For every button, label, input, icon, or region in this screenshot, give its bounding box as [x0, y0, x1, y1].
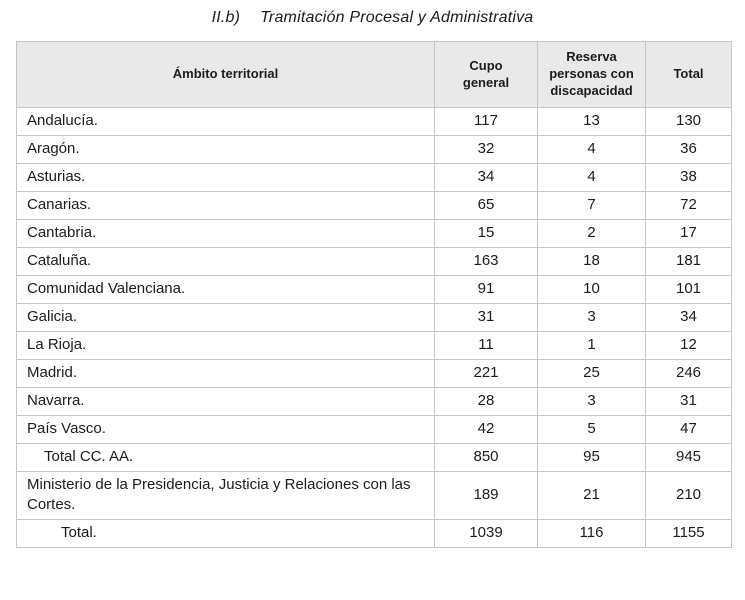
total-cell: 181 [646, 248, 732, 276]
total-cell: 246 [646, 360, 732, 388]
table-row [17, 388, 732, 416]
total-cell: 101 [646, 276, 732, 304]
table-row [17, 192, 732, 220]
cupo-general-cell: 850 [435, 444, 538, 472]
reserva-cell: 3 [538, 304, 646, 332]
cupo-general-cell: 65 [435, 192, 538, 220]
table-row [17, 248, 732, 276]
reserva-cell: 1 [538, 332, 646, 360]
territory-cell: La Rioja. [17, 332, 435, 360]
cupo-general-cell: 189 [435, 472, 538, 520]
total-cell: 210 [646, 472, 732, 520]
table-row [17, 136, 732, 164]
reserva-cell: 3 [538, 388, 646, 416]
cupo-general-cell: 32 [435, 136, 538, 164]
cupo-general-cell: 42 [435, 416, 538, 444]
territory-cell: Navarra. [17, 388, 435, 416]
cupo-general-cell: 163 [435, 248, 538, 276]
territory-cell: Cantabria. [17, 220, 435, 248]
table-row [17, 332, 732, 360]
table-row [17, 444, 732, 472]
territory-cell: País Vasco. [17, 416, 435, 444]
territory-cell: Asturias. [17, 164, 435, 192]
total-cell: 38 [646, 164, 732, 192]
reserva-cell: 10 [538, 276, 646, 304]
territory-cell: Galicia. [17, 304, 435, 332]
cupo-general-cell: 91 [435, 276, 538, 304]
table-row [17, 276, 732, 304]
territory-cell: Canarias. [17, 192, 435, 220]
table-row [17, 360, 732, 388]
cupo-general-cell: 15 [435, 220, 538, 248]
total-cell: 47 [646, 416, 732, 444]
column-header-territory: Ámbito territorial [17, 42, 435, 108]
total-cell: 36 [646, 136, 732, 164]
title-index: II.b) [211, 9, 241, 26]
reserva-cell: 116 [538, 519, 646, 547]
total-cell: 12 [646, 332, 732, 360]
cupo-general-cell: 11 [435, 332, 538, 360]
territory-cell: Madrid. [17, 360, 435, 388]
reserva-cell: 13 [538, 108, 646, 136]
cupo-general-cell: 1039 [435, 519, 538, 547]
total-cell: 72 [646, 192, 732, 220]
reserva-cell: 5 [538, 416, 646, 444]
total-cell: 34 [646, 304, 732, 332]
reserva-cell: 18 [538, 248, 646, 276]
reserva-cell: 95 [538, 444, 646, 472]
reserva-cell: 2 [538, 220, 646, 248]
cupo-general-cell: 31 [435, 304, 538, 332]
total-cell: 17 [646, 220, 732, 248]
table-row [17, 519, 732, 547]
territory-cell: Ministerio de la Presidencia, Justicia y Relaciones con las Cortes. [17, 472, 435, 520]
table-row [17, 304, 732, 332]
page-title [0, 0, 745, 27]
reserva-cell: 21 [538, 472, 646, 520]
allocation-table [16, 41, 732, 548]
cupo-general-cell: 28 [435, 388, 538, 416]
table-row [17, 220, 732, 248]
cupo-general-cell: 34 [435, 164, 538, 192]
column-header-total: Total [646, 42, 732, 108]
table-row [17, 108, 732, 136]
table-row [17, 472, 732, 520]
cupo-general-cell: 221 [435, 360, 538, 388]
reserva-cell: 4 [538, 136, 646, 164]
cupo-general-cell: 117 [435, 108, 538, 136]
table-header-row [17, 42, 732, 108]
territory-cell: Cataluña. [17, 248, 435, 276]
table-row [17, 164, 732, 192]
table-row [17, 416, 732, 444]
reserva-cell: 7 [538, 192, 646, 220]
title-text: Tramitación Procesal y Administrativa [260, 9, 534, 26]
reserva-cell: 25 [538, 360, 646, 388]
territory-cell: Aragón. [17, 136, 435, 164]
total-cell: 31 [646, 388, 732, 416]
column-header-cupo-general: Cupo general [435, 42, 538, 108]
territory-cell: Total. [17, 519, 435, 547]
territory-cell: Comunidad Valenciana. [17, 276, 435, 304]
table-body [17, 108, 732, 548]
total-cell: 1155 [646, 519, 732, 547]
territory-cell: Total CC. AA. [17, 444, 435, 472]
territory-cell: Andalucía. [17, 108, 435, 136]
total-cell: 945 [646, 444, 732, 472]
total-cell: 130 [646, 108, 732, 136]
column-header-reserva-discapacidad: Reserva personas con discapacidad [538, 42, 646, 108]
reserva-cell: 4 [538, 164, 646, 192]
